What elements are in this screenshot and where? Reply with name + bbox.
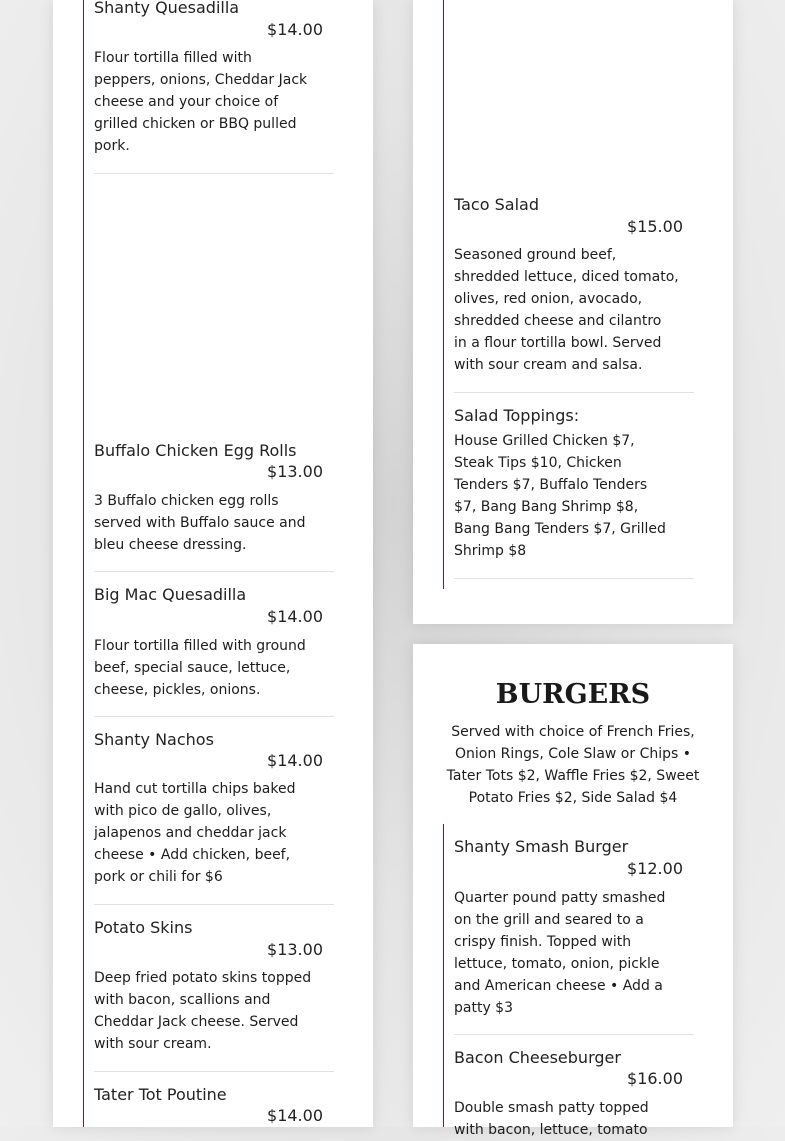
item-name: Shanty Quesadilla [94, 0, 240, 17]
menu-item [94, 441, 334, 553]
item-price: $13.00 [267, 462, 323, 481]
item-name: Buffalo Chicken Egg Rolls [94, 441, 297, 460]
menu-item [94, 918, 334, 1052]
item-description: Flour tortilla filled with peppers, onions, Cheddar Jack cheese and your choice of grilled chicken or BBQ pulled pork. [94, 50, 308, 154]
item-price: $14.00 [267, 607, 323, 626]
item-price: $12.00 [627, 859, 683, 878]
divider [94, 1071, 334, 1072]
item-name: Tater Tot Poutine [94, 1085, 227, 1104]
item-name: Shanty Nachos [94, 730, 214, 749]
menu-item [454, 1048, 694, 1138]
accent-rule [443, 824, 444, 1127]
divider [94, 571, 334, 572]
item-name: Potato Skins [94, 918, 193, 937]
item-name: Big Mac Quesadilla [94, 585, 247, 604]
divider [454, 1034, 694, 1035]
item-description: Quarter pound patty smashed on the grill and seared to a crispy finish. Topped with lettuce, tomato, onion, pickle and American cheese • Add a patty $3 [454, 890, 666, 1016]
item-name: Shanty Smash Burger [454, 837, 629, 856]
menu-item [94, 0, 334, 154]
toppings-text: House Grilled Chicken $7, Steak Tips $10, Chicken Tenders $7, Buffalo Tenders $7, Bang Bang Shrimp $8, Bang Bang Tenders $7, Grilled Shrimp $8 [454, 433, 666, 559]
item-description: Seasoned ground beef, shredded lettuce, diced tomato, olives, red onion, avocado, shredded cheese and cilantro in a flour tortilla bowl. Served with sour cream and salsa. [454, 247, 679, 373]
item-price: $14.00 [267, 20, 323, 39]
menu-item [94, 730, 334, 885]
menu-panel-left [53, 0, 373, 1127]
menu-panel-right-top [413, 0, 733, 624]
item-description: Flour tortilla filled with ground beef, special sauce, lettuce, cheese, pickles, onions. [94, 638, 306, 698]
divider [94, 904, 334, 905]
item-description: 3 Buffalo chicken egg rolls served with Buffalo sauce and bleu cheese dressing. [94, 493, 306, 553]
divider [454, 578, 694, 579]
menu-item [94, 1085, 334, 1125]
divider [94, 173, 334, 174]
item-price: $13.00 [267, 940, 323, 959]
section-title: BURGERS [495, 679, 651, 710]
item-description: Deep fried potato skins topped with bacon, scallions and Cheddar Jack cheese. Served with sour cream. [94, 970, 312, 1052]
item-description: Hand cut tortilla chips baked with pico de gallo, olives, jalapenos and cheddar jack cheese • Add chicken, beef, pork or chili for $6 [94, 781, 296, 885]
item-price: $15.00 [627, 217, 683, 236]
item-name: Bacon Cheeseburger [454, 1048, 621, 1067]
item-name: Taco Salad [454, 195, 539, 214]
menu-item [454, 195, 694, 373]
accent-rule [443, 0, 444, 589]
item-price: $14.00 [267, 1106, 323, 1125]
menu-item [94, 585, 334, 698]
accent-rule [83, 0, 84, 1127]
menu-panel-burgers [413, 644, 733, 1138]
item-price: $16.00 [627, 1069, 683, 1088]
divider [94, 716, 334, 717]
item-description: Double smash patty topped with bacon, lettuce, tomato [454, 1100, 649, 1138]
item-price: $14.00 [267, 751, 323, 770]
divider [454, 392, 694, 393]
section-subtitle: Served with choice of French Fries, Onion Rings, Cole Slaw or Chips • Tater Tots $2, Waffle Fries $2, Sweet Potato Fries $2, Side Salad $4 [446, 724, 700, 806]
salad-toppings [454, 406, 694, 559]
menu-item [454, 837, 694, 1016]
toppings-label: Salad Toppings: [454, 406, 580, 425]
